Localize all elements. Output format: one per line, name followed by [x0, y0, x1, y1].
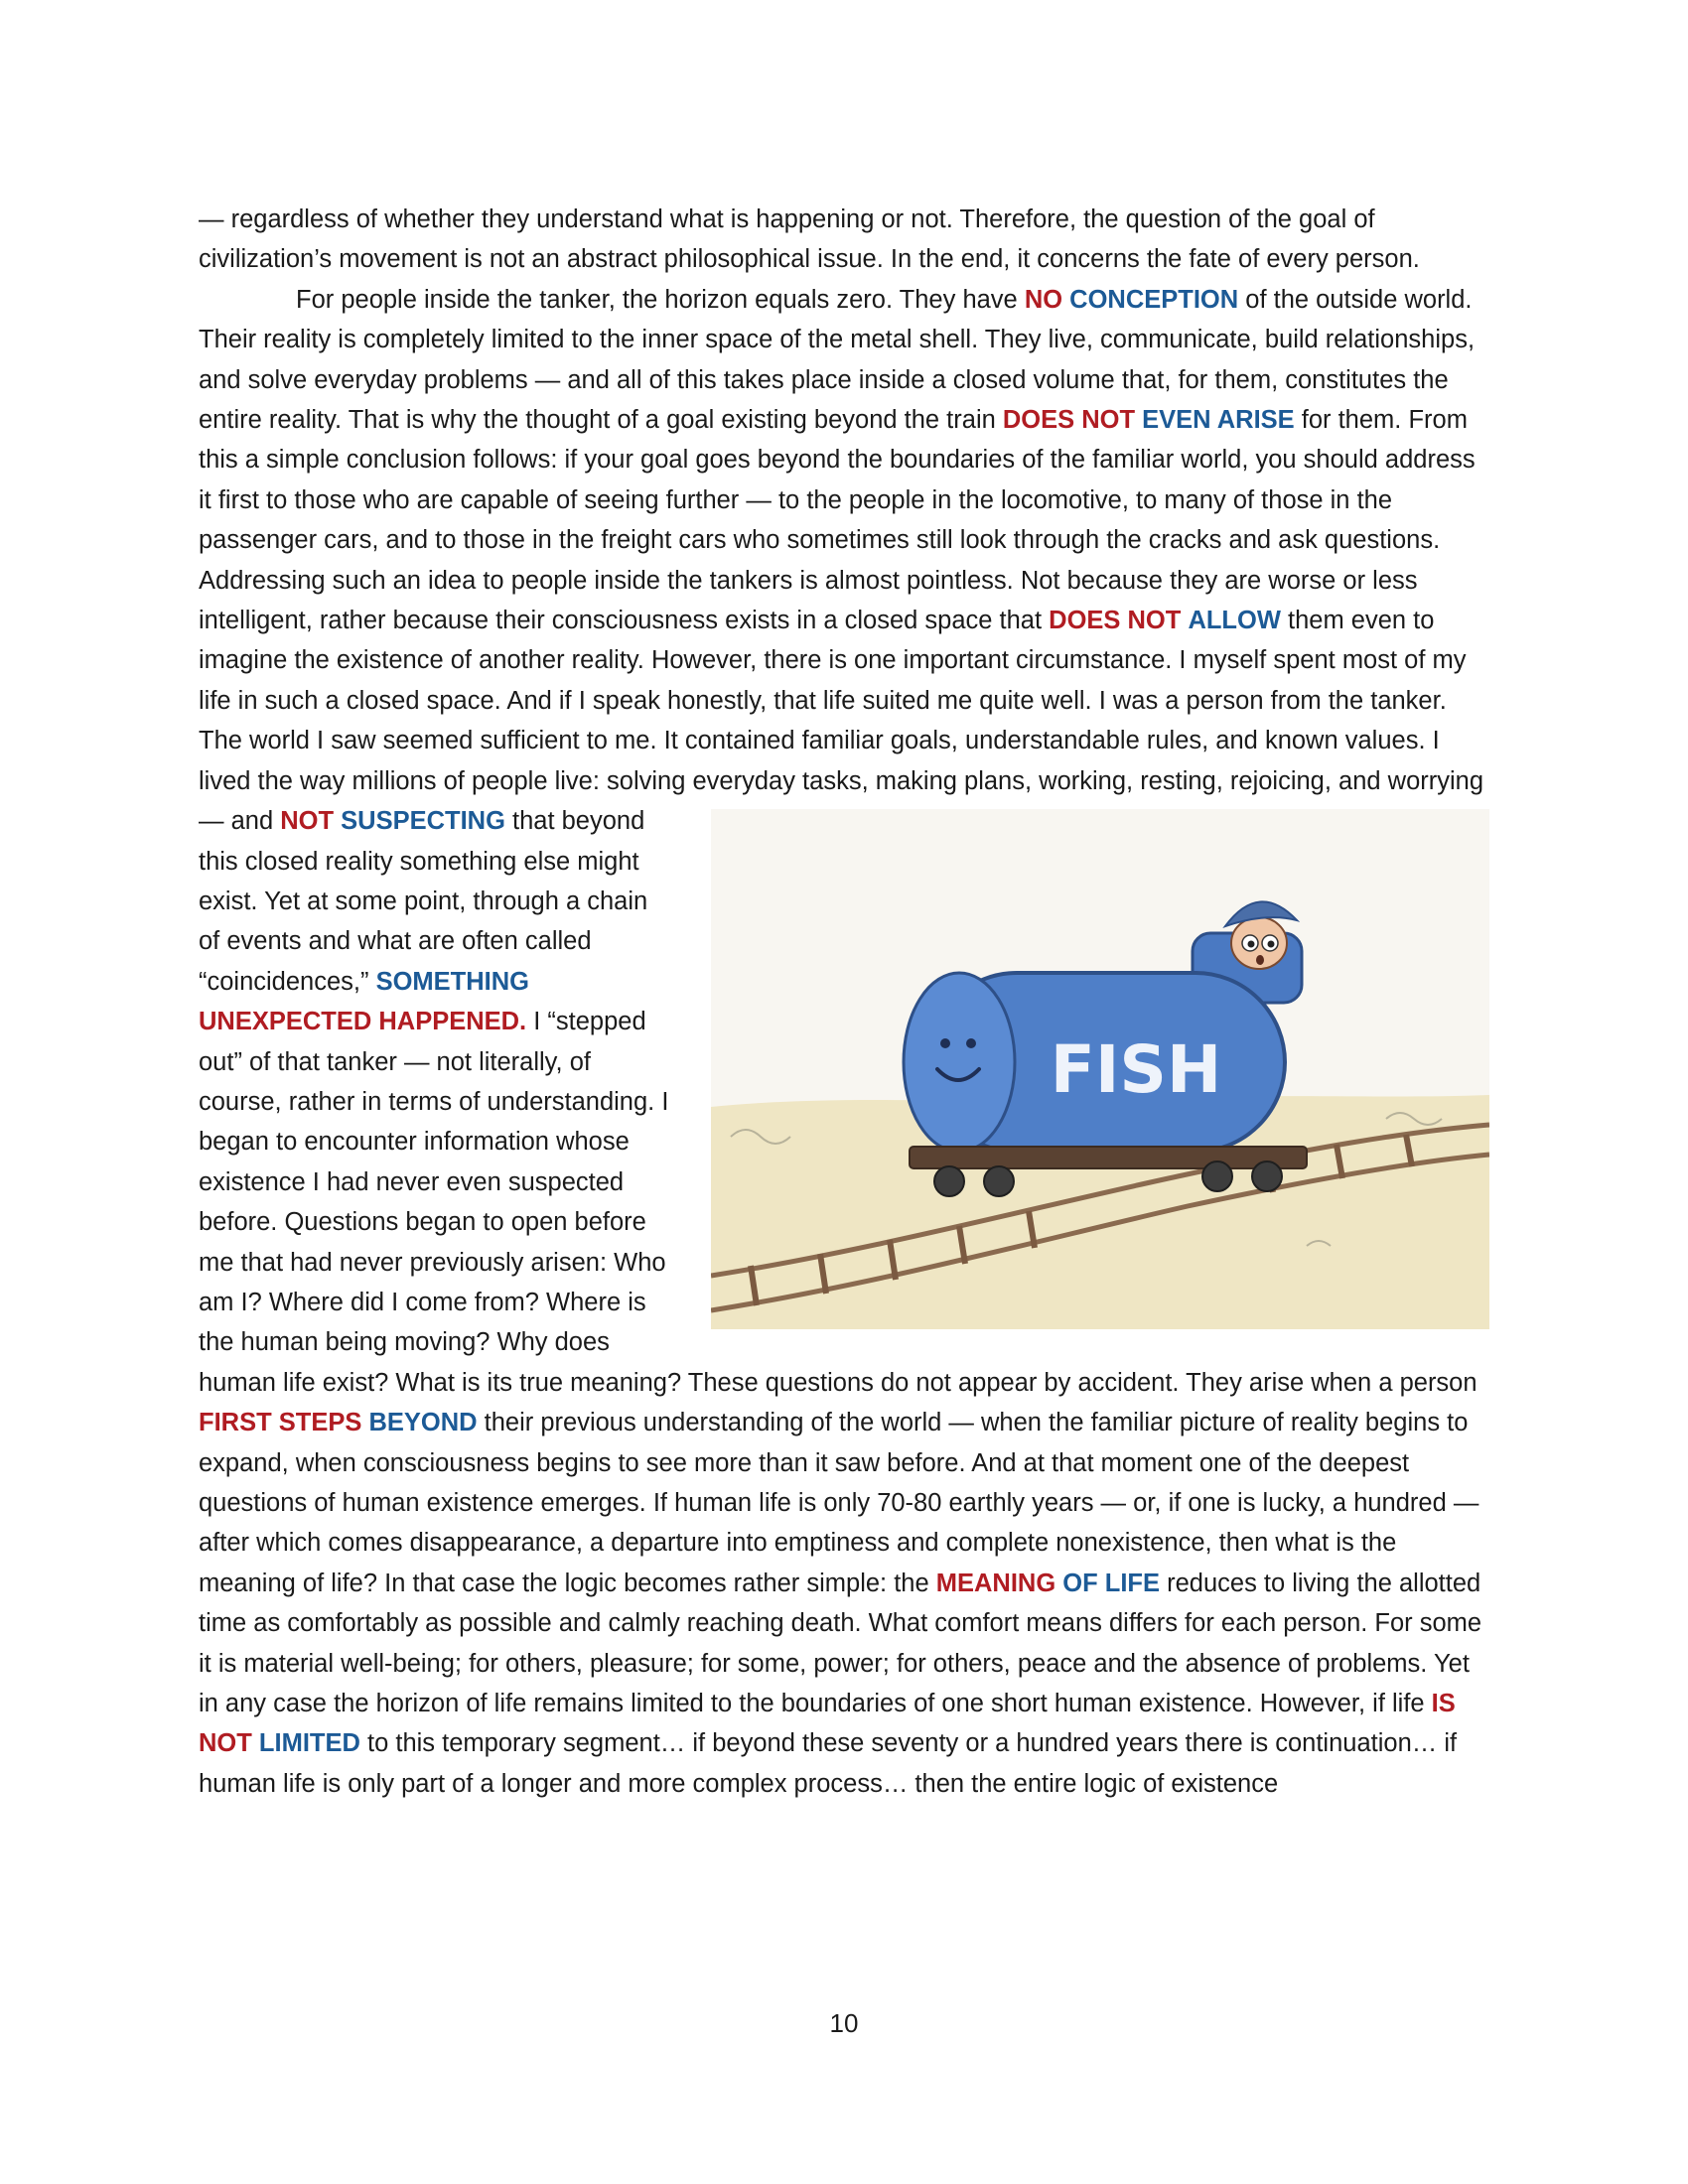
- paragraph-text: reduces to living the allotted time as comfortably as possible and calmly reaching death. What comfort means differs for each person. For some it is material well-being; for others, pleasure; for some, power; for others, peace and the absence of problems. Yet in any case the horizon of life remains limited to the boundaries of one short human existence. However, if life: [199, 1569, 1482, 1718]
- tank-end-cap: [904, 973, 1015, 1152]
- highlight-red: MEANING: [935, 1569, 1056, 1597]
- tank-label: FISH: [1050, 1031, 1222, 1109]
- paragraph-text: of the outside world. Their reality is completely limited to the inner space of the metal shell. They live, communicate, build relationships, and solve everyday problems — and all of this takes place inside a closed volume that, for them, constitutes the entire reality. That is why the thought of a goal existing beyond the train: [199, 285, 1476, 435]
- highlight-red: DOES NOT: [1002, 406, 1136, 435]
- paragraph-text: For people inside the tanker, the horizon equals zero. They have: [296, 285, 1025, 314]
- highlight-red: FIRST STEPS: [199, 1409, 362, 1437]
- highlight-red: DOES NOT: [1049, 607, 1182, 635]
- character-mouth: [1256, 955, 1264, 965]
- paragraph-text: for them. From this a simple conclusion follows: if your goal goes beyond the boundaries of the familiar world, you should address it first to those who are capable of seeing further — to the people in the locomotive, to many of those in the passenger cars, and to those in the freight cars who sometimes still look through the cracks and ask questions. Addressing such an idea to people inside the tankers is almost pointless. Not because they are worse or less intelligent, rather because their consciousness exists in a closed space that: [199, 406, 1476, 635]
- page-body: [199, 200, 1489, 1804]
- highlight-blue: ALLOW: [1188, 607, 1281, 635]
- paragraph-text: — regardless of whether they understand what is happening or not. Therefore, the question of the goal of civilization’s movement is not an abstract philosophical issue. In the end, it concerns the fate of every person.: [199, 205, 1420, 274]
- paragraph-text: that beyond this closed reality something else might exist. Yet at some point, through a chain of events and what are often called “coincidences,”: [199, 807, 648, 996]
- paragraph-intro: [199, 200, 1489, 280]
- highlight-blue: CONCEPTION: [1069, 285, 1239, 314]
- highlight-blue: BEYOND: [368, 1409, 478, 1437]
- character-pupil-right: [1268, 941, 1275, 948]
- highlight-red: IS NOT: [199, 1690, 1456, 1758]
- highlight-red: NO: [1024, 285, 1063, 314]
- paragraph-main: [199, 280, 1489, 1804]
- highlight-blue: EVEN ARISE: [1142, 406, 1295, 435]
- highlight-red: NOT: [280, 807, 335, 836]
- highlight-blue: LIMITED: [258, 1729, 360, 1758]
- smiley-eye-left: [940, 1038, 950, 1048]
- paragraph-text: their previous understanding of the world — when the familiar picture of reality begins to expand, when consciousness begins to see more than it saw before. And at that moment one of the deepest questions of human existence emerges. If human life is only 70-80 earthly years — or, if one is lucky, a hundred — after which comes disappearance, a departure into emptiness and complete nonexistence, then what is the meaning of life? In that case the logic becomes rather simple: the: [199, 1409, 1479, 1597]
- paragraph-text: I “stepped out” of that tanker — not literally, of course, rather in terms of understanding. I began to encounter information whose existence I had never even suspected before. Questions began to open before me that had never previously arisen: Who am I? Where did I come from? Where is the human being moving? Why does human life exist? What is its true meaning? These questions do not appear by accident. They arise when a person: [199, 1008, 1477, 1397]
- paragraph-text: to this temporary segment… if beyond these seventy or a hundred years there is continuation… if human life is only part of a longer and more complex process… then the entire logic of existence: [199, 1729, 1458, 1798]
- page-number: 10: [829, 2008, 859, 2038]
- fish-tanker-illustration: [711, 809, 1489, 1329]
- highlight-blue: SUSPECTING: [341, 807, 505, 836]
- character-pupil-left: [1248, 941, 1255, 948]
- highlight-red: UNEXPECTED HAPPENED.: [199, 1008, 527, 1036]
- flatcar-base: [910, 1147, 1307, 1168]
- highlight-blue: OF LIFE: [1062, 1569, 1161, 1597]
- smiley-eye-right: [966, 1038, 976, 1048]
- highlight-blue: SOMETHING: [375, 967, 529, 996]
- paragraph-text: them even to imagine the existence of another reality. However, there is one important circumstance. I myself spent most of my life in such a closed space. And if I speak honestly, that life suited me quite well. I was a person from the tanker. The world I saw seemed sufficient to me. It contained familiar goals, understandable rules, and known values. I lived the way millions of people live: solving everyday tasks, making plans, working, resting, rejoicing, and worrying — and: [199, 607, 1484, 836]
